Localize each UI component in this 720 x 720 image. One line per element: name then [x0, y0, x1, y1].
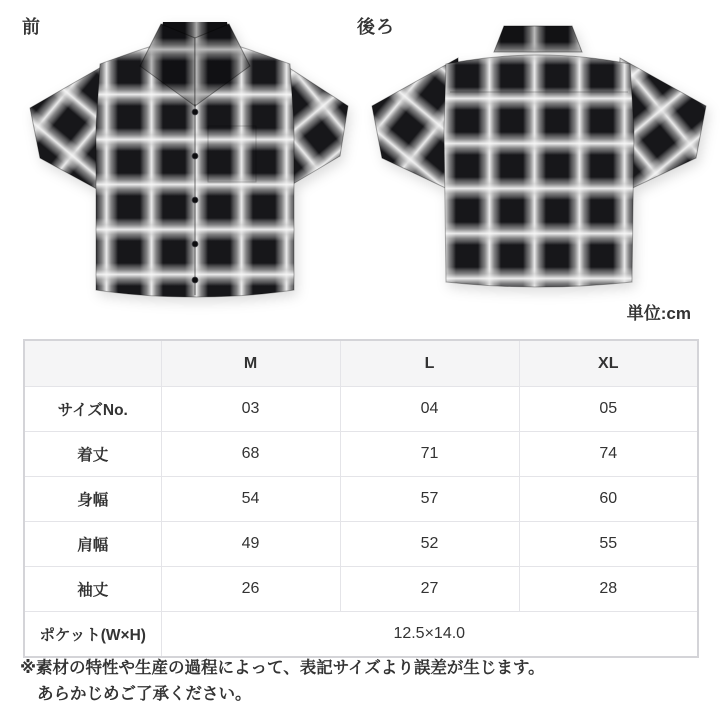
cell-value: 52: [340, 522, 519, 567]
row-label: 肩幅: [24, 522, 161, 567]
row-label: 袖丈: [24, 567, 161, 612]
cell-value: 71: [340, 432, 519, 477]
size-column-l: L: [340, 340, 519, 387]
cell-value: 68: [161, 432, 340, 477]
table-row-sleeve-length: [24, 567, 698, 612]
size-table-header-row: [24, 340, 698, 387]
pocket-size-value: 12.5×14.0: [161, 612, 698, 658]
cell-value: 60: [519, 477, 698, 522]
table-row-size-no: [24, 387, 698, 432]
cell-value: 49: [161, 522, 340, 567]
row-label: 身幅: [24, 477, 161, 522]
table-row-body-width: [24, 477, 698, 522]
cell-value: 57: [340, 477, 519, 522]
cell-value: 28: [519, 567, 698, 612]
cell-value: 74: [519, 432, 698, 477]
row-label: サイズNo.: [24, 387, 161, 432]
size-column-xl: XL: [519, 340, 698, 387]
table-row-pocket: [24, 612, 698, 658]
front-view-label: 前: [22, 17, 41, 37]
cell-value: 03: [161, 387, 340, 432]
cell-value: 05: [519, 387, 698, 432]
cell-value: 55: [519, 522, 698, 567]
size-table-corner-cell: [24, 340, 161, 387]
cell-value: 26: [161, 567, 340, 612]
size-table: [23, 339, 699, 658]
unit-label: 単位:cm: [626, 304, 691, 323]
back-body: [444, 55, 634, 287]
cell-value: 54: [161, 477, 340, 522]
disclaimer-note: [20, 655, 545, 708]
disclaimer-line-1: ※素材の特性や生産の過程によって、表記サイズより誤差が生じます。: [20, 659, 545, 677]
cell-value: 27: [340, 567, 519, 612]
row-label: 着丈: [24, 432, 161, 477]
size-column-m: M: [161, 340, 340, 387]
cell-value: 04: [340, 387, 519, 432]
row-label: ポケット(W×H): [24, 612, 161, 658]
disclaimer-line-2: あらかじめご了承ください。: [37, 685, 252, 704]
table-row-body-length: [24, 432, 698, 477]
shirt-front-image: [28, 16, 350, 302]
back-view-label: 後ろ: [357, 17, 395, 37]
shirt-back-image: [366, 20, 712, 302]
table-row-shoulder-width: [24, 522, 698, 567]
